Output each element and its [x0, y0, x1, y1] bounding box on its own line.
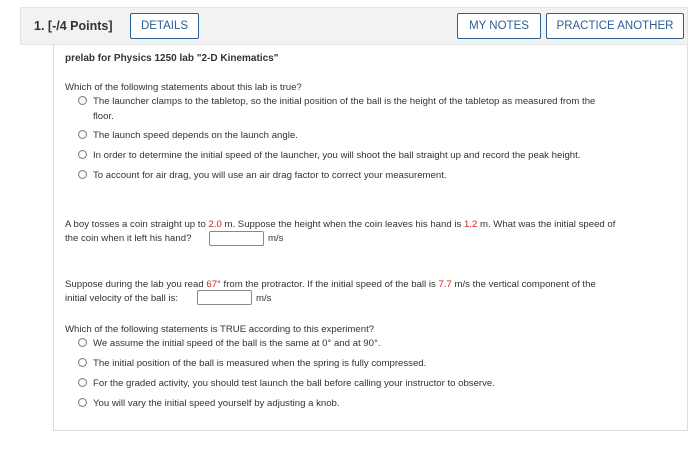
question-title: prelab for Physics 1250 lab "2-D Kinematics" [65, 53, 279, 64]
q1-option-4-radio[interactable] [78, 170, 87, 179]
my-notes-button[interactable]: MY NOTES [457, 13, 541, 39]
details-button[interactable]: DETAILS [130, 13, 199, 39]
q2-answer-input[interactable] [209, 231, 264, 246]
q2-unit: m/s [268, 233, 284, 244]
q4-option-4-label: You will vary the initial speed yourself by adjusting a knob. [93, 398, 340, 409]
q4-option-4-radio[interactable] [78, 398, 87, 407]
question-number-points [34, 19, 113, 33]
q1-option-1-label-cont: floor. [93, 111, 114, 122]
q1-option-3-radio[interactable] [78, 150, 87, 159]
question-header [20, 7, 688, 45]
q4-prompt: Which of the following statements is TRUE according to this experiment? [65, 324, 375, 335]
q4-option-3-label: For the graded activity, you should test launch the ball before calling your instructor to observe. [93, 378, 495, 389]
q3-text-line2: initial velocity of the ball is: [65, 293, 179, 304]
q3-angle-value: 67° [206, 279, 221, 290]
question-points: [-/4 Points] [47, 19, 113, 33]
q1-prompt: Which of the following statements about this lab is true? [65, 82, 302, 93]
q4-option-1-label: We assume the initial speed of the ball is the same at 0° and at 90°. [93, 338, 381, 349]
q4-option-1-radio[interactable] [78, 338, 87, 347]
q3-text-b: from the protractor. If the initial speed of the ball is [220, 279, 439, 290]
q2-max-height-value: 2.0 [208, 219, 222, 230]
q2-text-line1 [65, 219, 615, 230]
practice-another-button[interactable]: PRACTICE ANOTHER [546, 13, 684, 39]
q1-option-3-label: In order to determine the initial speed of the launcher, you will shoot the ball straight up and record the peak height. [93, 150, 581, 161]
q2-release-height-value: 1.2 [463, 219, 478, 230]
q2-text-c: m. What was the initial speed of [477, 219, 616, 230]
q3-unit: m/s [256, 293, 272, 304]
q3-answer-input[interactable] [197, 290, 252, 305]
q1-option-1-radio[interactable] [78, 96, 87, 105]
q1-option-2-label: The launch speed depends on the launch angle. [93, 130, 298, 141]
q1-option-2-radio[interactable] [78, 130, 87, 139]
q3-text-line1 [65, 279, 596, 290]
q2-text-a: A boy tosses a coin straight up to [65, 219, 209, 230]
q1-option-4-label: To account for air drag, you will use an air drag factor to correct your measurement. [93, 170, 447, 181]
q2-text-b: m. Suppose the height when the coin leaves his hand is [221, 219, 464, 230]
q3-text-a: Suppose during the lab you read [65, 279, 207, 290]
question-number: 1. [34, 19, 45, 33]
q1-option-1-label: The launcher clamps to the tabletop, so the initial position of the ball is the height of the tabletop as measured from the [93, 96, 596, 107]
q2-text-line2: the coin when it left his hand? [65, 233, 192, 244]
q4-option-2-radio[interactable] [78, 358, 87, 367]
q3-speed-value: 7.7 [438, 279, 452, 290]
q3-text-c: m/s the vertical component of the [451, 279, 596, 290]
q4-option-2-label: The initial position of the ball is measured when the spring is fully compressed. [93, 358, 427, 369]
q4-option-3-radio[interactable] [78, 378, 87, 387]
